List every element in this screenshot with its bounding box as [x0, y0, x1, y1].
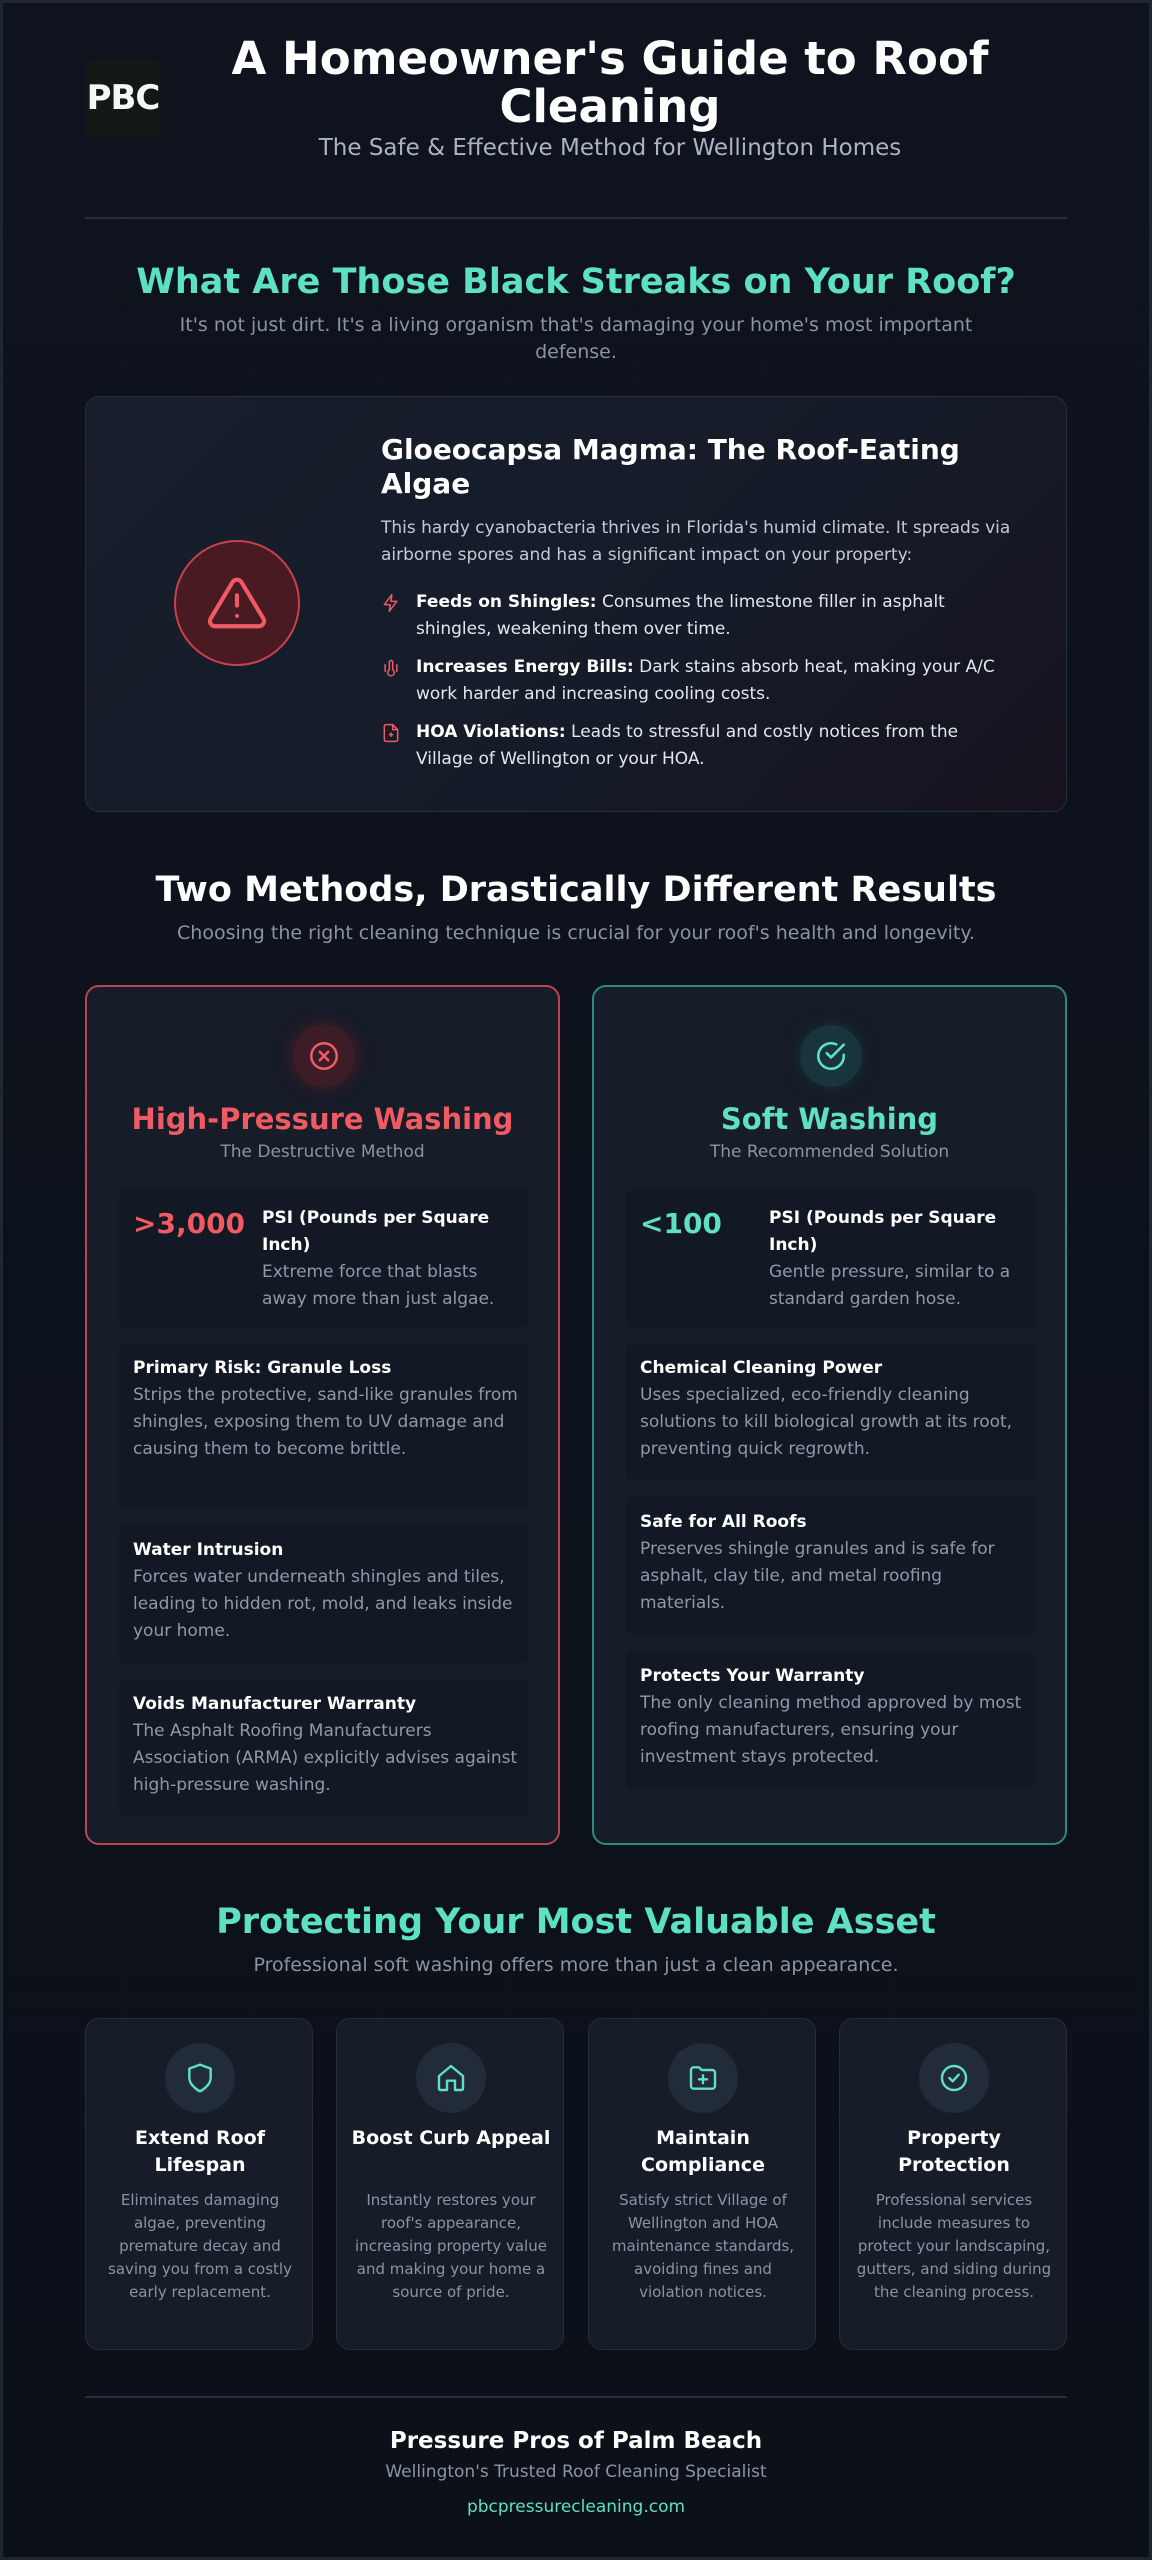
psi-value: <100 [640, 1207, 722, 1240]
risk-head: Water Intrusion [133, 1540, 284, 1560]
impact-item-text: Leads to stressful and costly notices from the Village of Wellington or your HOA. [416, 722, 959, 769]
benefit-title: Boost Curb Appeal [351, 2127, 551, 2149]
psi-text: Gentle pressure, similar to a standard garden hose. [769, 1262, 1011, 1309]
impact-item-label: HOA Violations: [416, 722, 566, 742]
psi-box [626, 1189, 1035, 1327]
benefit-box [626, 1497, 1035, 1635]
risk-box [119, 1679, 528, 1817]
high-pressure-card [85, 985, 560, 1845]
benefit-text: Satisfy strict Village of Wellington and HOA maintenance standards, avoiding fines and violation notices. [611, 2191, 795, 2301]
document-alert-icon [381, 723, 401, 743]
soft-washing-title: Soft Washing [720, 1102, 939, 1136]
risk-text: Forces water underneath shingles and tiles, leading to hidden rot, mold, and leaks inside your home. [133, 1567, 513, 1641]
benefit-head: Safe for All Roofs [640, 1512, 807, 1532]
benefit-card [588, 2018, 816, 2350]
benefit-card [336, 2018, 564, 2350]
benefits-subtitle: Professional soft washing offers more than just a clean appearance. [253, 1954, 899, 1976]
page-subtitle: The Safe & Effective Method for Wellington Homes [318, 135, 902, 161]
benefit-text: Uses specialized, eco-friendly cleaning solutions to kill biological growth at its root, preventing quick regrowth. [640, 1385, 1013, 1459]
benefit-title: Extend Roof Lifespan [135, 2127, 265, 2176]
benefit-box [626, 1343, 1035, 1481]
impact-item-label: Increases Energy Bills: [416, 657, 634, 677]
psi-text: Extreme force that blasts away more than just algae. [262, 1262, 495, 1309]
risk-text: The Asphalt Roofing Manufacturers Association (ARMA) explicitly advises against high-pressure washing. [133, 1721, 518, 1795]
benefit-text: Eliminates damaging algae, preventing premature decay and saving you from a costly early replacement. [108, 2191, 292, 2301]
footer-website-link[interactable]: pbcpressurecleaning.com [466, 2497, 686, 2517]
psi-label: PSI (Pounds per Square Inch) [262, 1208, 490, 1255]
benefit-card [839, 2018, 1067, 2350]
benefit-box [626, 1651, 1035, 1789]
check-circle-icon [919, 2043, 989, 2113]
benefit-text: Preserves shingle granules and is safe for asphalt, clay tile, and metal roofing materials. [640, 1539, 995, 1613]
psi-label: PSI (Pounds per Square Inch) [769, 1208, 997, 1255]
folder-plus-icon [668, 2043, 738, 2113]
impact-item-text: Consumes the limestone filler in asphalt shingles, weakening them over time. [416, 592, 945, 639]
impact-item-label: Feeds on Shingles: [416, 592, 597, 612]
risk-box [119, 1525, 528, 1663]
divider [85, 217, 1067, 219]
home-icon [416, 2043, 486, 2113]
benefit-title: Maintain Compliance [641, 2127, 765, 2176]
benefit-head: Chemical Cleaning Power [640, 1358, 883, 1378]
algae-description: This hardy cyanobacteria thrives in Florida's humid climate. It spreads via airborne spores and has a significant impact on your property: [381, 518, 1011, 565]
high-pressure-title: High-Pressure Washing [131, 1102, 514, 1136]
methods-subtitle: Choosing the right cleaning technique is crucial for your roof's health and longevity. [177, 922, 975, 944]
benefit-card [85, 2018, 313, 2350]
benefit-title: Property Protection [898, 2127, 1010, 2176]
shield-icon [165, 2043, 235, 2113]
footer-tagline: Wellington's Trusted Roof Cleaning Specialist [385, 2462, 767, 2482]
benefits-title: Protecting Your Most Valuable Asset [216, 1902, 936, 1942]
header [85, 32, 1067, 175]
x-circle-icon [293, 1025, 355, 1087]
check-circle-icon [800, 1025, 862, 1087]
soft-washing-subtitle: The Recommended Solution [709, 1142, 950, 1162]
footer-company-name: Pressure Pros of Palm Beach [389, 2428, 763, 2454]
soft-washing-card [592, 985, 1067, 1845]
psi-value: >3,000 [133, 1207, 246, 1240]
high-pressure-subtitle: The Destructive Method [220, 1142, 425, 1162]
thermometer-icon [381, 658, 401, 678]
benefit-text: The only cleaning method approved by most roofing manufacturers, ensuring your investment stays protected. [640, 1693, 1022, 1767]
risk-head: Primary Risk: Granule Loss [133, 1358, 392, 1378]
benefit-head: Protects Your Warranty [640, 1666, 865, 1686]
risk-box [119, 1343, 528, 1509]
logo: PBC [85, 60, 161, 136]
algae-title: Gloeocapsa Magma: The Roof-Eating Algae [381, 433, 960, 500]
methods-title: Two Methods, Drastically Different Results [155, 870, 997, 910]
lightning-icon [381, 593, 401, 613]
streaks-title: What Are Those Black Streaks on Your Roof? [136, 262, 1016, 302]
psi-box [119, 1189, 528, 1327]
risk-text: Strips the protective, sand-like granules from shingles, exposing them to UV damage and causing them to become brittle. [133, 1385, 518, 1459]
warning-icon [174, 540, 300, 666]
algae-card [85, 396, 1067, 812]
benefit-text: Professional services include measures to protect your landscaping, gutters, and siding during the cleaning process. [856, 2191, 1052, 2301]
page-title: A Homeowner's Guide to Roof Cleaning [231, 32, 989, 133]
footer-divider [85, 2396, 1067, 2398]
risk-head: Voids Manufacturer Warranty [133, 1694, 417, 1714]
impact-item-text: Dark stains absorb heat, making your A/C work harder and increasing cooling costs. [416, 657, 995, 704]
streaks-subtitle: It's not just dirt. It's a living organism that's damaging your home's most important defense. [179, 314, 973, 363]
benefit-text: Instantly restores your roof's appearance, increasing property value and making your home a source of pride. [355, 2191, 547, 2301]
